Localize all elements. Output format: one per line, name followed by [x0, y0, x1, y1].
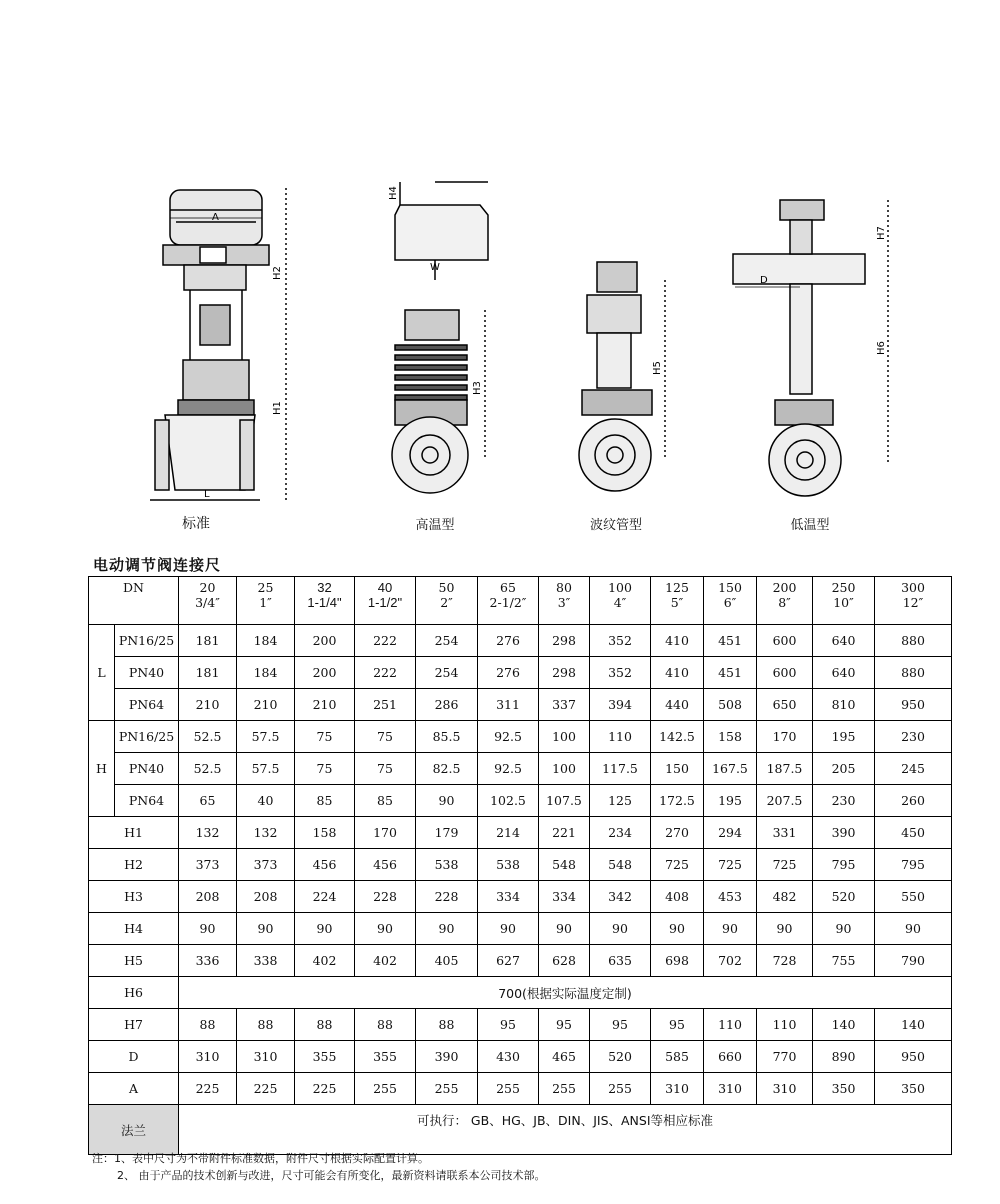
- value-cell: 110: [590, 721, 651, 753]
- value-cell: 92.5: [478, 753, 539, 785]
- value-cell: 255: [590, 1073, 651, 1105]
- group-label: L: [89, 625, 115, 721]
- dim-H3: H3: [472, 381, 483, 395]
- value-cell: 181: [179, 657, 237, 689]
- value-cell: 520: [590, 1041, 651, 1073]
- low-temp-valve-drawing: [733, 200, 888, 496]
- value-cell: 548: [539, 849, 590, 881]
- value-cell: 90: [179, 913, 237, 945]
- value-cell: 75: [295, 753, 355, 785]
- value-cell: 90: [295, 913, 355, 945]
- dn-column-header: [416, 577, 478, 625]
- dim-H2: H2: [272, 266, 283, 280]
- row-label-cell: H4: [89, 913, 179, 945]
- dn-size: 40: [377, 580, 393, 595]
- value-cell: 110: [704, 1009, 757, 1041]
- dn-column-header: [590, 577, 651, 625]
- dn-size: 100: [608, 580, 632, 595]
- value-cell: 456: [295, 849, 355, 881]
- value-cell: 890: [813, 1041, 875, 1073]
- value-cell: 90: [416, 913, 478, 945]
- value-cell: 230: [813, 785, 875, 817]
- bellows-valve-drawing: [579, 262, 665, 491]
- value-cell: 310: [651, 1073, 704, 1105]
- value-cell: 195: [813, 721, 875, 753]
- value-cell: 85.5: [416, 721, 478, 753]
- value-cell: 125: [590, 785, 651, 817]
- value-cell: 585: [651, 1041, 704, 1073]
- value-cell: 179: [416, 817, 478, 849]
- value-cell: 132: [237, 817, 295, 849]
- value-cell: 57.5: [237, 721, 295, 753]
- value-cell: 65: [179, 785, 237, 817]
- pressure-class-cell: PN40: [115, 753, 179, 785]
- value-cell: 170: [355, 817, 416, 849]
- value-cell: 95: [651, 1009, 704, 1041]
- value-cell: 880: [875, 657, 952, 689]
- dn-column-header: [237, 577, 295, 625]
- value-cell: 728: [757, 945, 813, 977]
- dn-column-header: [179, 577, 237, 625]
- row-label-cell: H6: [89, 977, 179, 1009]
- value-cell: 880: [875, 625, 952, 657]
- note-1: 注：1、表中尺寸为不带附件标准数据，附件尺寸根据实际配置计算。: [92, 1152, 429, 1165]
- value-cell: 40: [237, 785, 295, 817]
- value-cell: 600: [757, 625, 813, 657]
- table-row: [89, 881, 952, 913]
- inch-size: 1-1/2": [367, 595, 403, 610]
- value-cell: 117.5: [590, 753, 651, 785]
- value-cell: 90: [237, 913, 295, 945]
- value-cell: 90: [416, 785, 478, 817]
- value-cell: 408: [651, 881, 704, 913]
- value-cell: 228: [416, 881, 478, 913]
- dim-H6: H6: [876, 341, 887, 355]
- value-cell: 334: [478, 881, 539, 913]
- value-cell: 276: [478, 657, 539, 689]
- value-cell: 221: [539, 817, 590, 849]
- value-cell: 88: [295, 1009, 355, 1041]
- dn-size: 250: [831, 580, 856, 595]
- value-cell: 755: [813, 945, 875, 977]
- value-cell: 52.5: [179, 721, 237, 753]
- value-cell: 110: [757, 1009, 813, 1041]
- value-cell: 298: [539, 657, 590, 689]
- row-label-cell: H2: [89, 849, 179, 881]
- value-cell: 132: [179, 817, 237, 849]
- table-row: [89, 913, 952, 945]
- value-cell: 725: [757, 849, 813, 881]
- pressure-class-cell: PN16/25: [115, 721, 179, 753]
- value-cell: 200: [295, 625, 355, 657]
- value-cell: 270: [651, 817, 704, 849]
- value-cell: 795: [813, 849, 875, 881]
- row-label-cell: H1: [89, 817, 179, 849]
- value-cell: 95: [478, 1009, 539, 1041]
- value-cell: 405: [416, 945, 478, 977]
- inch-size: 3″: [557, 595, 571, 610]
- value-cell: 950: [875, 689, 952, 721]
- value-cell: 90: [651, 913, 704, 945]
- value-cell: 255: [355, 1073, 416, 1105]
- value-cell: 298: [539, 625, 590, 657]
- value-cell: 102.5: [478, 785, 539, 817]
- value-cell: 85: [355, 785, 416, 817]
- value-cell: 440: [651, 689, 704, 721]
- dn-size: 300: [901, 580, 925, 595]
- dn-size: 20: [199, 580, 216, 595]
- value-cell: 260: [875, 785, 952, 817]
- value-cell: 310: [179, 1041, 237, 1073]
- dn-column-header: [704, 577, 757, 625]
- value-cell: 234: [590, 817, 651, 849]
- value-cell: 225: [295, 1073, 355, 1105]
- dn-column-header: [539, 577, 590, 625]
- value-cell: 210: [237, 689, 295, 721]
- value-cell: 254: [416, 625, 478, 657]
- inch-size: 1″: [259, 595, 272, 610]
- row-label-cell: H3: [89, 881, 179, 913]
- value-cell: 52.5: [179, 753, 237, 785]
- pressure-class-cell: PN16/25: [115, 625, 179, 657]
- value-cell: 310: [704, 1073, 757, 1105]
- value-cell: 207.5: [757, 785, 813, 817]
- value-cell: 698: [651, 945, 704, 977]
- value-cell: 150: [651, 753, 704, 785]
- value-cell: 508: [704, 689, 757, 721]
- value-cell: 338: [237, 945, 295, 977]
- value-cell: 140: [875, 1009, 952, 1041]
- value-cell: 640: [813, 657, 875, 689]
- value-cell: 225: [237, 1073, 295, 1105]
- value-cell: 456: [355, 849, 416, 881]
- value-cell: 214: [478, 817, 539, 849]
- inch-size: 2″: [440, 595, 453, 610]
- value-cell: 90: [590, 913, 651, 945]
- value-cell: 255: [416, 1073, 478, 1105]
- value-cell: 95: [539, 1009, 590, 1041]
- value-cell: 75: [355, 753, 416, 785]
- group-label: H: [89, 721, 115, 817]
- value-cell: 725: [651, 849, 704, 881]
- value-cell: 208: [179, 881, 237, 913]
- value-cell: 450: [875, 817, 952, 849]
- dim-D: D: [760, 275, 768, 286]
- dn-size: 80: [556, 580, 572, 595]
- dn-column-header: [478, 577, 539, 625]
- value-cell: 88: [355, 1009, 416, 1041]
- pressure-class-cell: PN64: [115, 785, 179, 817]
- high-temp-valve-drawing: [392, 182, 488, 493]
- value-cell: 245: [875, 753, 952, 785]
- value-cell: 451: [704, 625, 757, 657]
- value-cell: 92.5: [478, 721, 539, 753]
- value-cell: 75: [355, 721, 416, 753]
- value-cell: 350: [875, 1073, 952, 1105]
- value-cell: 90: [813, 913, 875, 945]
- table-row: [89, 689, 952, 721]
- value-cell: 352: [590, 657, 651, 689]
- value-cell: 205: [813, 753, 875, 785]
- value-cell: 230: [875, 721, 952, 753]
- flange-standard-cell: 可执行： GB、HG、JB、DIN、JIS、ANSI等相应标准: [179, 1105, 952, 1155]
- value-cell: 373: [179, 849, 237, 881]
- dn-column-header: [355, 577, 416, 625]
- value-cell: 410: [651, 625, 704, 657]
- value-cell: 210: [295, 689, 355, 721]
- inch-size: 12″: [902, 595, 924, 610]
- value-cell: 702: [704, 945, 757, 977]
- dn-size: 50: [438, 580, 455, 595]
- value-cell: 167.5: [704, 753, 757, 785]
- dim-L: L: [204, 489, 210, 500]
- dn-column-header: [875, 577, 952, 625]
- value-cell: 195: [704, 785, 757, 817]
- value-cell: 310: [757, 1073, 813, 1105]
- value-cell: 57.5: [237, 753, 295, 785]
- inch-size: 10″: [833, 595, 854, 610]
- row-label-cell: D: [89, 1041, 179, 1073]
- value-cell: 725: [704, 849, 757, 881]
- value-cell: 350: [813, 1073, 875, 1105]
- dn-column-header: [295, 577, 355, 625]
- value-cell: 100: [539, 721, 590, 753]
- value-cell: 255: [539, 1073, 590, 1105]
- value-cell: 88: [237, 1009, 295, 1041]
- value-cell: 276: [478, 625, 539, 657]
- value-cell: 184: [237, 657, 295, 689]
- table-row: [89, 753, 952, 785]
- value-cell: 550: [875, 881, 952, 913]
- dimension-table: [88, 576, 952, 1155]
- value-cell: 75: [295, 721, 355, 753]
- value-cell: 430: [478, 1041, 539, 1073]
- table-row: [89, 1009, 952, 1041]
- inch-size: 1-1/4": [307, 595, 342, 610]
- value-cell: 255: [478, 1073, 539, 1105]
- value-cell: 181: [179, 625, 237, 657]
- table-title: 电动调节阀连接尺: [93, 556, 222, 574]
- value-cell: 200: [295, 657, 355, 689]
- dim-H5: H5: [652, 361, 663, 375]
- value-cell: 310: [237, 1041, 295, 1073]
- valve-drawings: [0, 170, 1000, 540]
- dim-H1: H1: [272, 401, 283, 415]
- value-cell: 184: [237, 625, 295, 657]
- value-cell: 402: [295, 945, 355, 977]
- pressure-class-cell: PN40: [115, 657, 179, 689]
- value-cell: 402: [355, 945, 416, 977]
- value-cell: 85: [295, 785, 355, 817]
- value-cell: 410: [651, 657, 704, 689]
- flange-label-cell: 法兰: [89, 1105, 179, 1155]
- value-cell: 660: [704, 1041, 757, 1073]
- value-cell: 394: [590, 689, 651, 721]
- table-row: [89, 849, 952, 881]
- table-row: [89, 945, 952, 977]
- value-cell: 254: [416, 657, 478, 689]
- table-row: [89, 817, 952, 849]
- value-cell: 640: [813, 625, 875, 657]
- value-cell: 222: [355, 625, 416, 657]
- table-header-row: [89, 577, 952, 625]
- value-cell: 373: [237, 849, 295, 881]
- dn-size: 25: [257, 580, 274, 595]
- value-cell: 482: [757, 881, 813, 913]
- caption-low-temp: 低温型: [790, 518, 830, 533]
- dn-column-header: [757, 577, 813, 625]
- dim-H7: H7: [876, 226, 887, 240]
- value-cell: 635: [590, 945, 651, 977]
- table-row: [89, 657, 952, 689]
- value-cell: 90: [355, 913, 416, 945]
- value-cell: 390: [416, 1041, 478, 1073]
- value-cell: 600: [757, 657, 813, 689]
- dn-column-header: [813, 577, 875, 625]
- value-cell: 90: [757, 913, 813, 945]
- value-cell: 140: [813, 1009, 875, 1041]
- value-cell: 453: [704, 881, 757, 913]
- value-cell: 650: [757, 689, 813, 721]
- value-cell: 337: [539, 689, 590, 721]
- value-cell: 548: [590, 849, 651, 881]
- dn-size: 65: [500, 580, 516, 595]
- value-cell: 88: [179, 1009, 237, 1041]
- table-row: [89, 1073, 952, 1105]
- value-cell: 286: [416, 689, 478, 721]
- value-cell: 90: [539, 913, 590, 945]
- value-cell: 142.5: [651, 721, 704, 753]
- dn-size: 150: [718, 580, 742, 595]
- value-cell: 208: [237, 881, 295, 913]
- value-cell: 538: [478, 849, 539, 881]
- notes: [92, 1150, 546, 1184]
- value-cell: 355: [295, 1041, 355, 1073]
- value-cell: 810: [813, 689, 875, 721]
- note-2: 2、 由于产品的技术创新与改进，尺寸可能会有所变化，最新资料请联系本公司技术部。: [117, 1169, 546, 1182]
- caption-bellows: 波纹管型: [589, 518, 642, 533]
- table-row: [89, 625, 952, 657]
- value-cell: 225: [179, 1073, 237, 1105]
- value-cell: 790: [875, 945, 952, 977]
- value-cell: 158: [704, 721, 757, 753]
- value-cell: 331: [757, 817, 813, 849]
- value-cell: 82.5: [416, 753, 478, 785]
- dn-label-cell: DN: [89, 577, 179, 625]
- table-row: [89, 721, 952, 753]
- value-cell: 465: [539, 1041, 590, 1073]
- row-label-cell: H5: [89, 945, 179, 977]
- value-cell: 90: [478, 913, 539, 945]
- dn-size: 32: [317, 580, 332, 595]
- value-cell: 294: [704, 817, 757, 849]
- dim-H4: H4: [388, 186, 399, 200]
- value-cell: 628: [539, 945, 590, 977]
- inch-size: 6″: [723, 595, 737, 610]
- value-cell: 88: [416, 1009, 478, 1041]
- value-cell: 158: [295, 817, 355, 849]
- dn-size: 125: [665, 580, 689, 595]
- row-label-cell: A: [89, 1073, 179, 1105]
- value-cell: 538: [416, 849, 478, 881]
- dn-column-header: [651, 577, 704, 625]
- value-cell: 336: [179, 945, 237, 977]
- value-cell: 222: [355, 657, 416, 689]
- value-cell: 950: [875, 1041, 952, 1073]
- dn-size: 200: [772, 580, 797, 595]
- value-cell: 228: [355, 881, 416, 913]
- inch-size: 3/4″: [195, 595, 220, 610]
- value-cell: 451: [704, 657, 757, 689]
- table-row: [89, 1041, 952, 1073]
- value-cell: 170: [757, 721, 813, 753]
- value-cell: 342: [590, 881, 651, 913]
- table-row: [89, 785, 952, 817]
- pressure-class-cell: PN64: [115, 689, 179, 721]
- value-cell: 90: [704, 913, 757, 945]
- dim-A: A: [212, 212, 219, 223]
- inch-size: 5″: [670, 595, 684, 610]
- value-cell: 390: [813, 817, 875, 849]
- value-cell: 311: [478, 689, 539, 721]
- value-cell: 520: [813, 881, 875, 913]
- h6-value-cell: 700(根据实际温度定制): [179, 977, 952, 1009]
- value-cell: 355: [355, 1041, 416, 1073]
- row-label-cell: H7: [89, 1009, 179, 1041]
- inch-size: 8″: [778, 595, 791, 610]
- value-cell: 795: [875, 849, 952, 881]
- inch-size: 4″: [613, 595, 627, 610]
- value-cell: 100: [539, 753, 590, 785]
- caption-high-temp: 高温型: [415, 518, 455, 533]
- value-cell: 172.5: [651, 785, 704, 817]
- value-cell: 210: [179, 689, 237, 721]
- table-row-h6: [89, 977, 952, 1009]
- value-cell: 770: [757, 1041, 813, 1073]
- standard-valve-drawing: [150, 188, 286, 500]
- value-cell: 352: [590, 625, 651, 657]
- value-cell: 224: [295, 881, 355, 913]
- caption-standard: 标准: [182, 516, 210, 532]
- value-cell: 107.5: [539, 785, 590, 817]
- value-cell: 95: [590, 1009, 651, 1041]
- table-row-flange: [89, 1105, 952, 1155]
- inch-size: 2-1/2″: [489, 595, 527, 610]
- value-cell: 90: [875, 913, 952, 945]
- value-cell: 334: [539, 881, 590, 913]
- value-cell: 187.5: [757, 753, 813, 785]
- dim-W: W: [430, 262, 440, 273]
- value-cell: 627: [478, 945, 539, 977]
- value-cell: 251: [355, 689, 416, 721]
